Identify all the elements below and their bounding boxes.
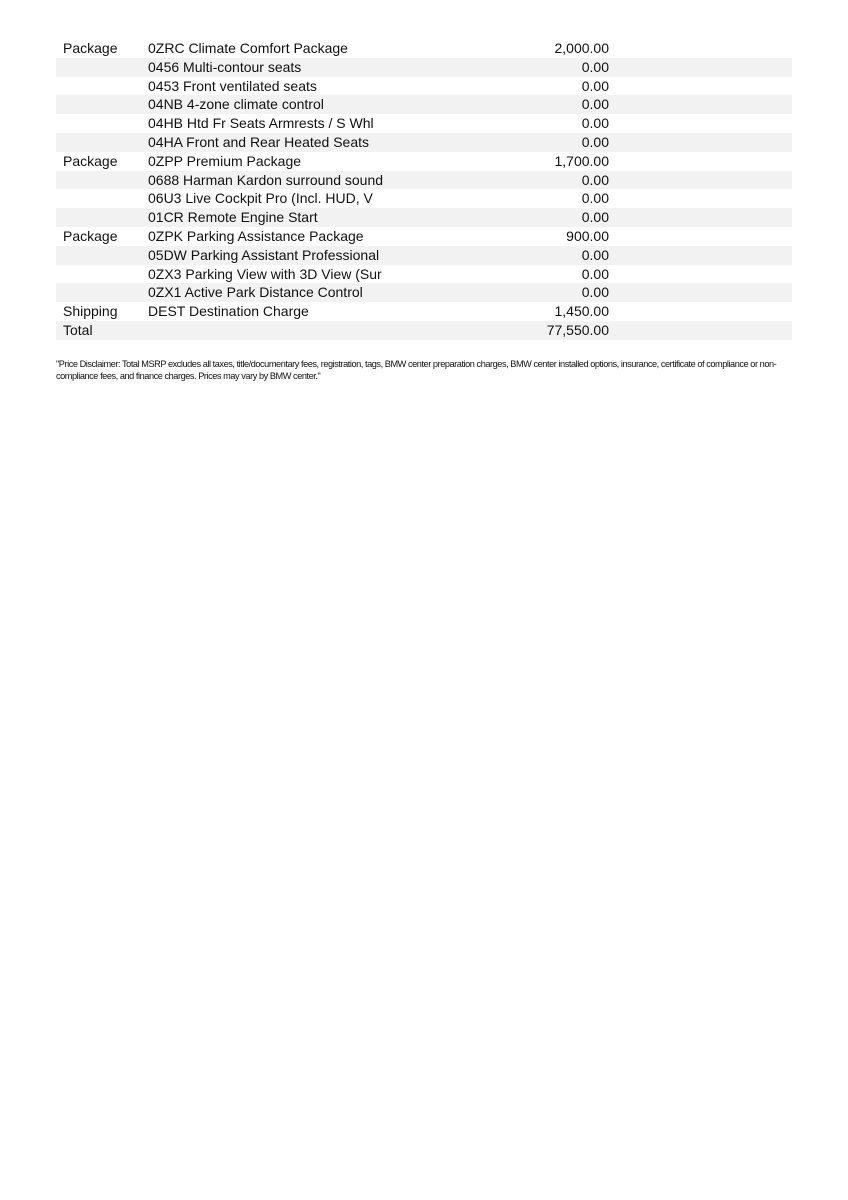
row-price: 0.00 [581, 58, 609, 75]
table-row [56, 171, 792, 190]
row-category: Package [63, 152, 118, 169]
row-price: 1,450.00 [554, 303, 609, 320]
price-table [56, 39, 792, 340]
row-price: 0.00 [581, 190, 609, 207]
table-row [56, 133, 792, 152]
row-price: 0.00 [581, 265, 609, 282]
row-price: 0.00 [581, 246, 609, 263]
table-row [56, 95, 792, 114]
table-row [56, 246, 792, 265]
row-description: 0ZPK Parking Assistance Package [148, 227, 364, 244]
row-description: 04HB Htd Fr Seats Armrests / S Whl [148, 115, 374, 132]
table-row [56, 265, 792, 284]
row-price: 0.00 [581, 96, 609, 113]
table-row [56, 302, 792, 321]
row-price: 2,000.00 [554, 40, 609, 56]
table-row [56, 152, 792, 171]
row-description: 0688 Harman Kardon surround sound [148, 171, 384, 188]
table-row [56, 39, 792, 58]
row-description: 06U3 Live Cockpit Pro (Incl. HUD, V [148, 190, 373, 207]
table-row [56, 114, 792, 133]
table-row [56, 58, 792, 77]
row-price: 1,700.00 [554, 152, 609, 169]
table-row [56, 189, 792, 208]
row-price: 900.00 [566, 227, 609, 244]
row-description: 0ZPP Premium Package [148, 152, 302, 169]
row-category: Package [63, 227, 118, 244]
row-description: 04NB 4-zone climate control [148, 96, 324, 113]
table-row [56, 321, 792, 340]
row-category: Total [63, 321, 93, 338]
row-description: 04HA Front and Rear Heated Seats [148, 133, 370, 150]
row-price: 0.00 [581, 284, 609, 301]
row-description: 05DW Parking Assistant Professional [148, 246, 380, 263]
price-disclaimer: "Price Disclaimer: Total MSRP excludes all taxes, title/documentary fees, registration, tags, BMW center preparation charges, BMW center installed options, insurance, certificate of compliance or non-compliance fees, and finance charges. Prices may vary by BMW center." [56, 359, 777, 381]
row-category: Package [63, 40, 118, 56]
table-row [56, 77, 792, 96]
row-price: 0.00 [581, 209, 609, 226]
table-row [56, 227, 792, 246]
row-description: 0ZX1 Active Park Distance Control [148, 284, 363, 301]
row-description: 01CR Remote Engine Start [148, 209, 318, 226]
row-description: 0ZRC Climate Comfort Package [148, 40, 348, 56]
row-price: 0.00 [581, 115, 609, 132]
row-description: DEST Destination Charge [148, 303, 309, 320]
row-price: 0.00 [581, 171, 609, 188]
row-price: 0.00 [581, 77, 609, 94]
row-price: 77,550.00 [546, 321, 609, 338]
row-price: 0.00 [581, 133, 609, 150]
row-description: 0453 Front ventilated seats [148, 77, 317, 94]
row-description: 0456 Multi-contour seats [148, 58, 302, 75]
row-description: 0ZX3 Parking View with 3D View (Sur [148, 265, 382, 282]
row-category: Shipping [63, 303, 118, 320]
table-row [56, 208, 792, 227]
table-row [56, 283, 792, 302]
